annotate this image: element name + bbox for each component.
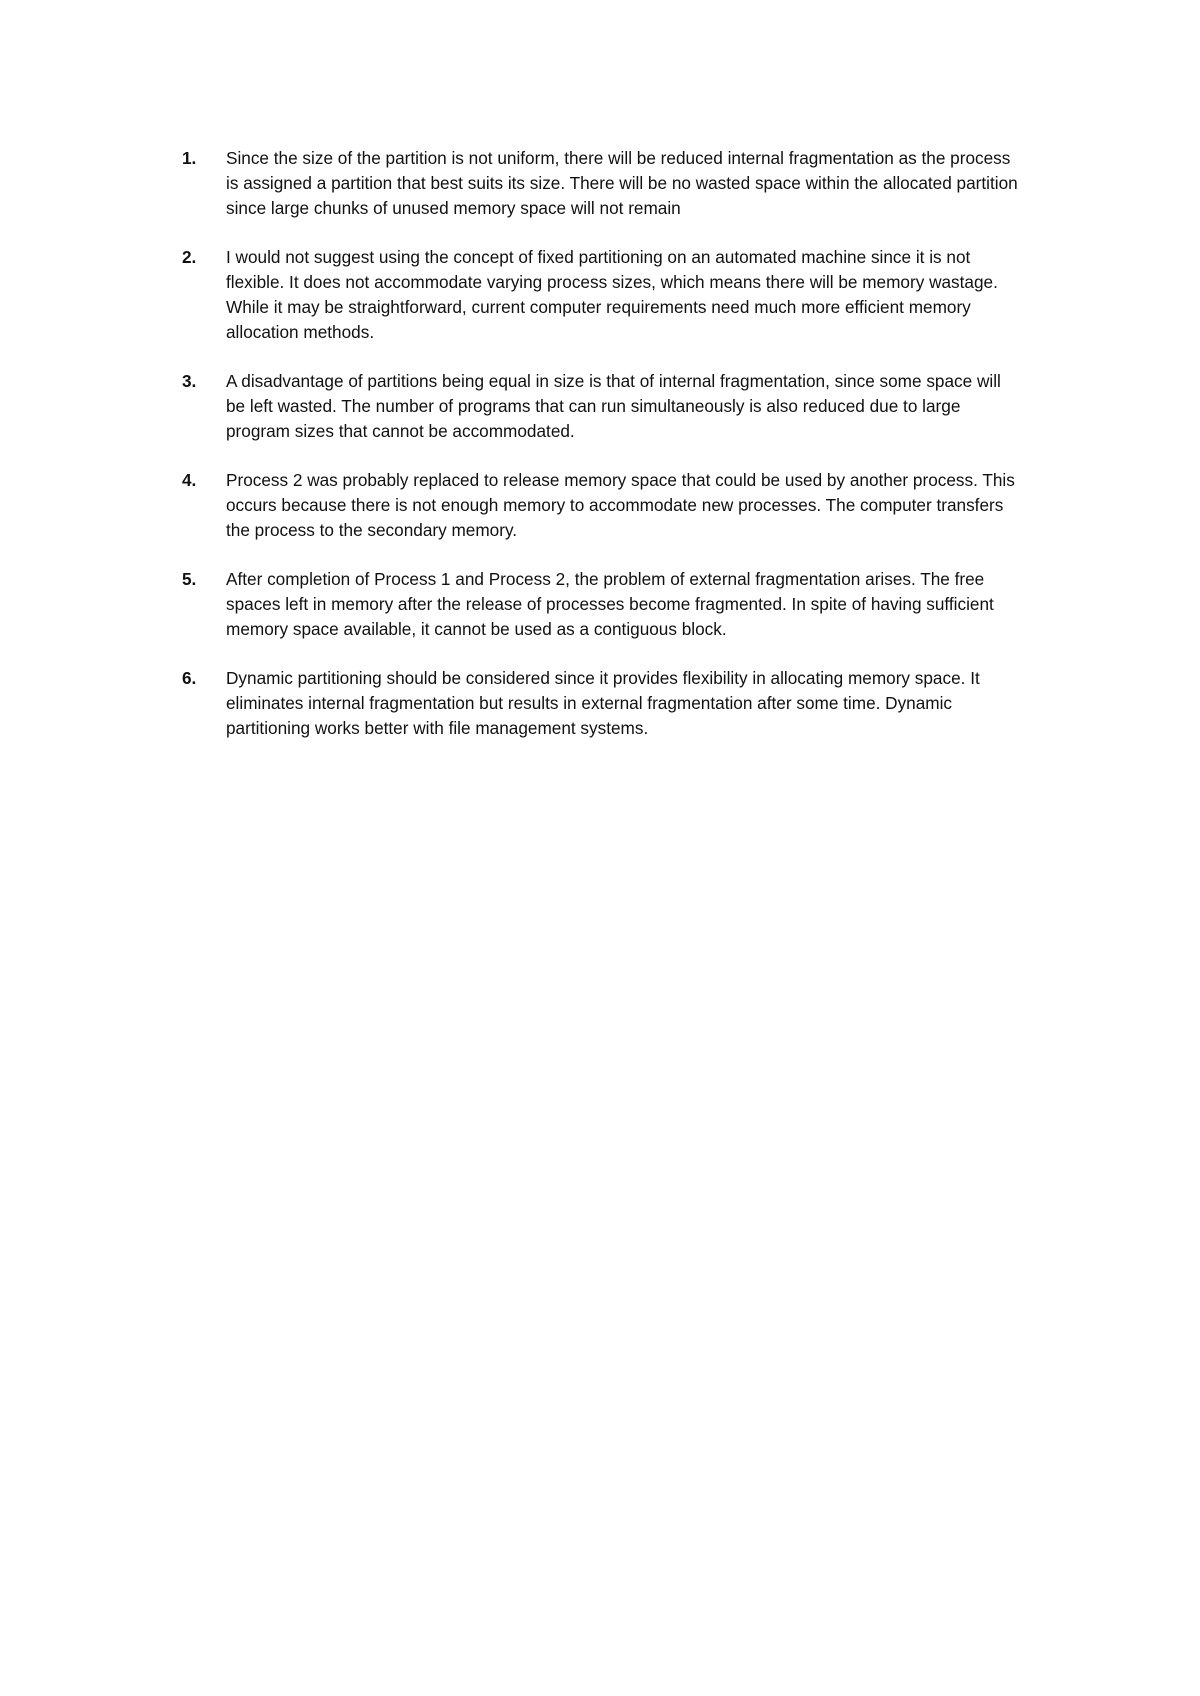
answer-text: Since the size of the partition is not uniform, there will be reduced internal fragmentation as the process is assigned a partition that best suits its size. There will be no wasted space within the allocated partition since large chunks of unused memory space will not remain	[226, 148, 1018, 218]
answer-number: 1.	[182, 148, 197, 168]
numbered-answer-list	[182, 146, 1022, 765]
answer-text: After completion of Process 1 and Process 2, the problem of external fragmentation arises. The free spaces left in memory after the release of processes become fragmented. In spite of having sufficient memory space available, it cannot be used as a contiguous block.	[226, 569, 994, 639]
answer-text: Process 2 was probably replaced to release memory space that could be used by another process. This occurs because there is not enough memory to accommodate new processes. The computer transfers the process to the secondary memory.	[226, 470, 1015, 540]
answer-text: Dynamic partitioning should be considered since it provides flexibility in allocating memory space. It eliminates internal fragmentation but results in external fragmentation after some time. Dynamic partitioning works better with file management systems.	[226, 668, 980, 738]
answer-number: 3.	[182, 371, 197, 391]
answer-item-3	[182, 369, 1022, 444]
answer-item-4	[182, 468, 1022, 543]
answer-text: A disadvantage of partitions being equal in size is that of internal fragmentation, since some space will be left wasted. The number of programs that can run simultaneously is also reduced due to large program sizes that cannot be accommodated.	[226, 371, 1001, 441]
answer-number: 5.	[182, 569, 197, 589]
answer-text: I would not suggest using the concept of fixed partitioning on an automated machine since it is not flexible. It does not accommodate varying process sizes, which means there will be memory wastage. While it may be straightforward, current computer requirements need much more efficient memory allocation methods.	[226, 247, 998, 342]
answer-item-1	[182, 146, 1022, 221]
answer-item-5	[182, 567, 1022, 642]
answer-number: 2.	[182, 247, 197, 267]
answer-item-2	[182, 245, 1022, 345]
answer-item-6	[182, 666, 1022, 741]
answer-number: 4.	[182, 470, 197, 490]
answer-number: 6.	[182, 668, 197, 688]
